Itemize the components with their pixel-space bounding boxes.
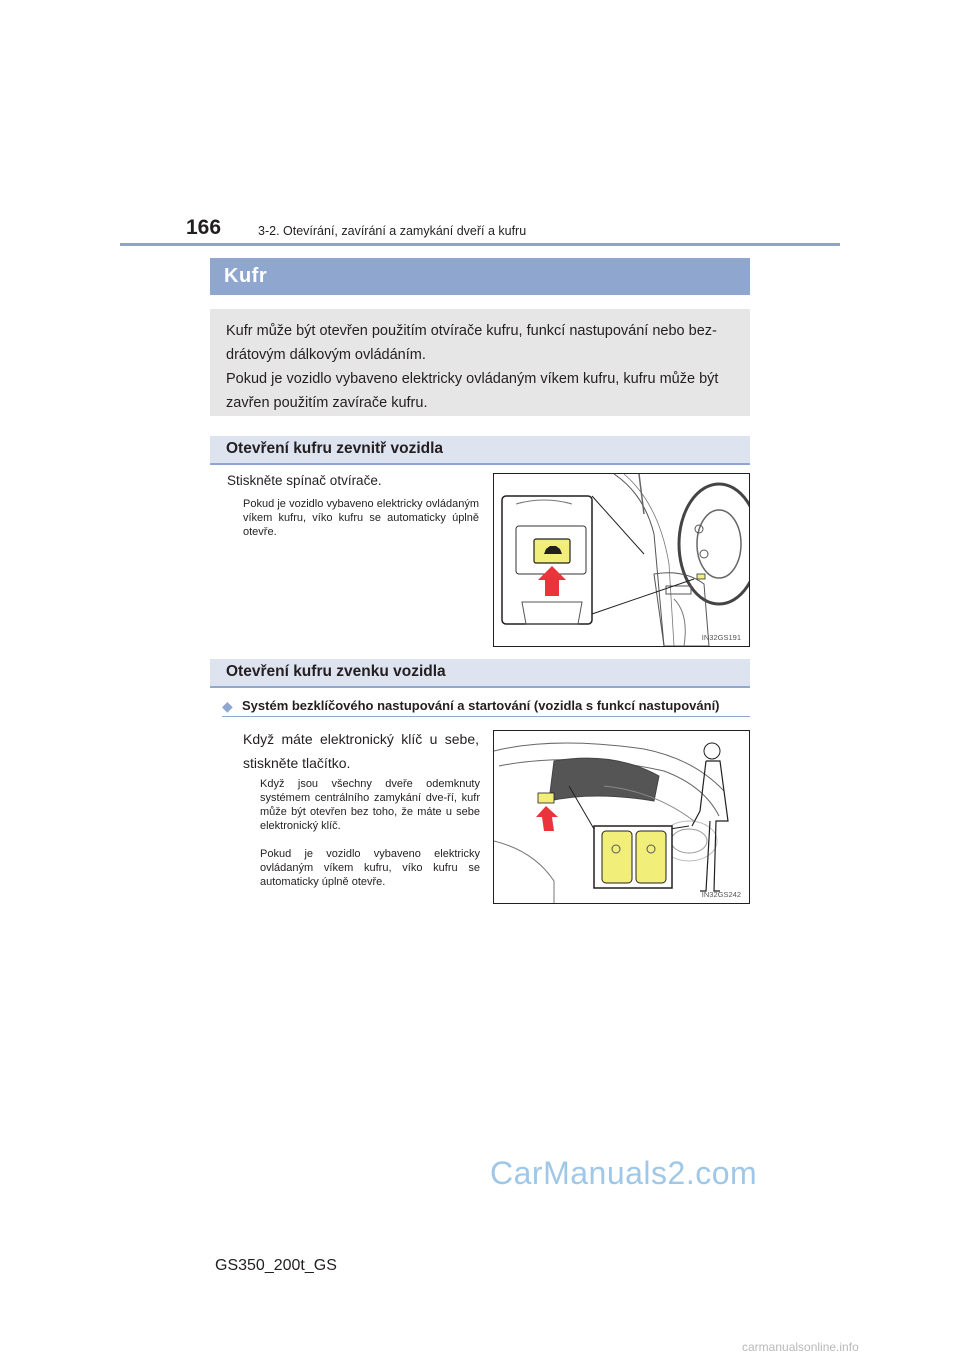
exterior-illustration — [494, 731, 749, 903]
outside-figure-code: IN32GS242 — [701, 890, 741, 899]
header-divider — [120, 243, 840, 246]
footer-model: GS350_200t_GS — [215, 1257, 337, 1274]
outside-heading-bar — [210, 659, 750, 688]
footer-source-url: carmanualsonline.info — [742, 1340, 859, 1354]
inside-figure-code: IN32GS191 — [701, 633, 741, 642]
inside-note: Pokud je vozidlo vybaveno elektricky ovládaným víkem kufru, víko kufru se automaticky úplně otevře. — [243, 498, 479, 538]
inside-heading: Otevření kufru zevnitř vozidla — [226, 440, 444, 457]
system-subheading-row — [222, 696, 750, 717]
outside-step: Když máte elektronický klíč u sebe, stiskněte tlačítko. — [243, 731, 479, 771]
outside-heading: Otevření kufru zvenku vozidla — [226, 663, 446, 680]
inside-heading-bar — [210, 436, 750, 465]
page-number: 166 — [186, 216, 222, 239]
main-heading: Kufr — [224, 265, 268, 287]
section-title: 3-2. Otevírání, zavírání a zamykání dveří a kufru — [258, 224, 527, 238]
system-subheading: Systém bezklíčového nastupování a startování (vozidla s funkcí nastupování) — [242, 698, 720, 713]
outside-note-2: Pokud je vozidlo vybaveno elektricky ovládaným víkem kufru, víko kufru se automaticky úplně otevře. — [260, 848, 480, 888]
intro-paragraph-1: Kufr může být otevřen použitím otvírače kufru, funkcí nastupování nebo bez-drátovým dálkovým ovládáním. — [226, 323, 717, 363]
outside-note-1: Když jsou všechny dveře odemknuty systémem centrálního zamykání dve-ří, kufr může být otevřen bez toho, že máte u sebe elektronický klíč. — [260, 778, 480, 832]
inside-step: Stiskněte spínač otvírače. — [227, 473, 382, 488]
diamond-bullet-icon: ◆ — [222, 698, 233, 714]
trunk-outside-button-figure — [493, 730, 750, 904]
watermark-logo: CarManuals2.com — [490, 1155, 758, 1191]
trunk-opener-switch-figure — [493, 473, 750, 647]
intro-box — [210, 309, 750, 416]
main-heading-bar — [210, 258, 750, 295]
intro-paragraph-2: Pokud je vozidlo vybaveno elektricky ovládaným víkem kufru, kufru může být zavřen použitím zavírače kufru. — [226, 371, 719, 411]
interior-illustration — [494, 474, 749, 646]
